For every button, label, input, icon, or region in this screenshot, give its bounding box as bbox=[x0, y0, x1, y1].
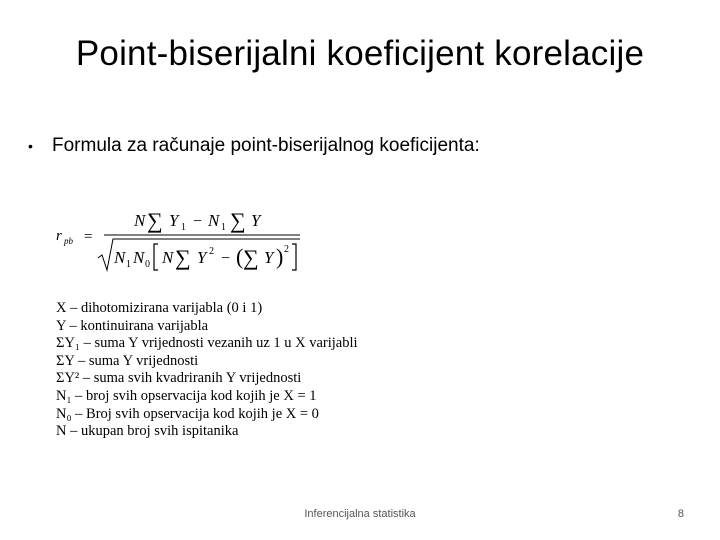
den-n0-sub: 0 bbox=[145, 259, 150, 270]
formula-lhs: r bbox=[56, 228, 62, 244]
definition-item: ΣY² – suma svih kvadriranih Y vrijednosti bbox=[56, 370, 302, 387]
slide-title: Point-biserijalni koeficijent korelacije bbox=[75, 34, 645, 73]
num-y1-sub: 1 bbox=[181, 222, 186, 233]
definition-item: N – ukupan broj svih ispitanika bbox=[56, 423, 239, 440]
bullet-item bbox=[28, 135, 480, 157]
formula-lhs-sub: pb bbox=[64, 236, 73, 246]
definition-item: X – dihotomizirana varijabla (0 i 1) bbox=[56, 300, 263, 316]
bullet-text: Formula za računaje point-biserijalnog koeficijenta: bbox=[52, 135, 480, 156]
den-y2: Y bbox=[264, 248, 274, 267]
formula-image bbox=[54, 200, 304, 280]
definition-item: N₁ – broj svih opservacija kod kojih je X = 1 bbox=[56, 387, 317, 404]
page-number: 8 bbox=[677, 508, 684, 520]
num-sum2: ∑ bbox=[230, 208, 246, 233]
den-n1-sub: 1 bbox=[126, 259, 131, 270]
den-sum1: ∑ bbox=[175, 245, 191, 270]
definitions-list bbox=[56, 300, 358, 441]
definition-item: Y – kontinuirana varijabla bbox=[56, 317, 209, 334]
num-n1: N bbox=[208, 211, 220, 230]
den-sq2: 2 bbox=[284, 244, 289, 255]
den-paren-close: ) bbox=[276, 244, 284, 269]
num-y: Y bbox=[251, 211, 261, 230]
num-sum1: ∑ bbox=[147, 208, 163, 233]
den-n: N bbox=[162, 248, 174, 267]
definition-item: N₀ – Broj svih opservacija kod kojih je X = 0 bbox=[56, 405, 319, 422]
num-n1-sub: 1 bbox=[221, 222, 226, 233]
formula-equals: = bbox=[84, 229, 93, 245]
left-bracket bbox=[154, 244, 158, 270]
definition-item: ΣY – suma Y vrijednosti bbox=[56, 352, 199, 369]
den-n0: N bbox=[133, 248, 145, 267]
num-y1: Y bbox=[169, 211, 179, 230]
bullet-dot-icon: • bbox=[28, 138, 33, 154]
den-paren-open: ( bbox=[236, 244, 244, 269]
formula-svg bbox=[54, 200, 304, 280]
right-bracket bbox=[292, 244, 296, 270]
den-y: Y bbox=[197, 248, 207, 267]
den-n1: N bbox=[114, 248, 126, 267]
den-minus: − bbox=[221, 250, 231, 267]
num-n: N bbox=[134, 211, 146, 230]
den-sum2: ∑ bbox=[243, 245, 259, 270]
num-minus: − bbox=[193, 213, 203, 230]
definition-item: ΣY₁ – suma Y vrijednosti vezanih uz 1 u X varijabli bbox=[56, 335, 358, 352]
den-sq: 2 bbox=[209, 246, 214, 257]
slide-footer: Inferencijalna statistika bbox=[304, 508, 416, 520]
